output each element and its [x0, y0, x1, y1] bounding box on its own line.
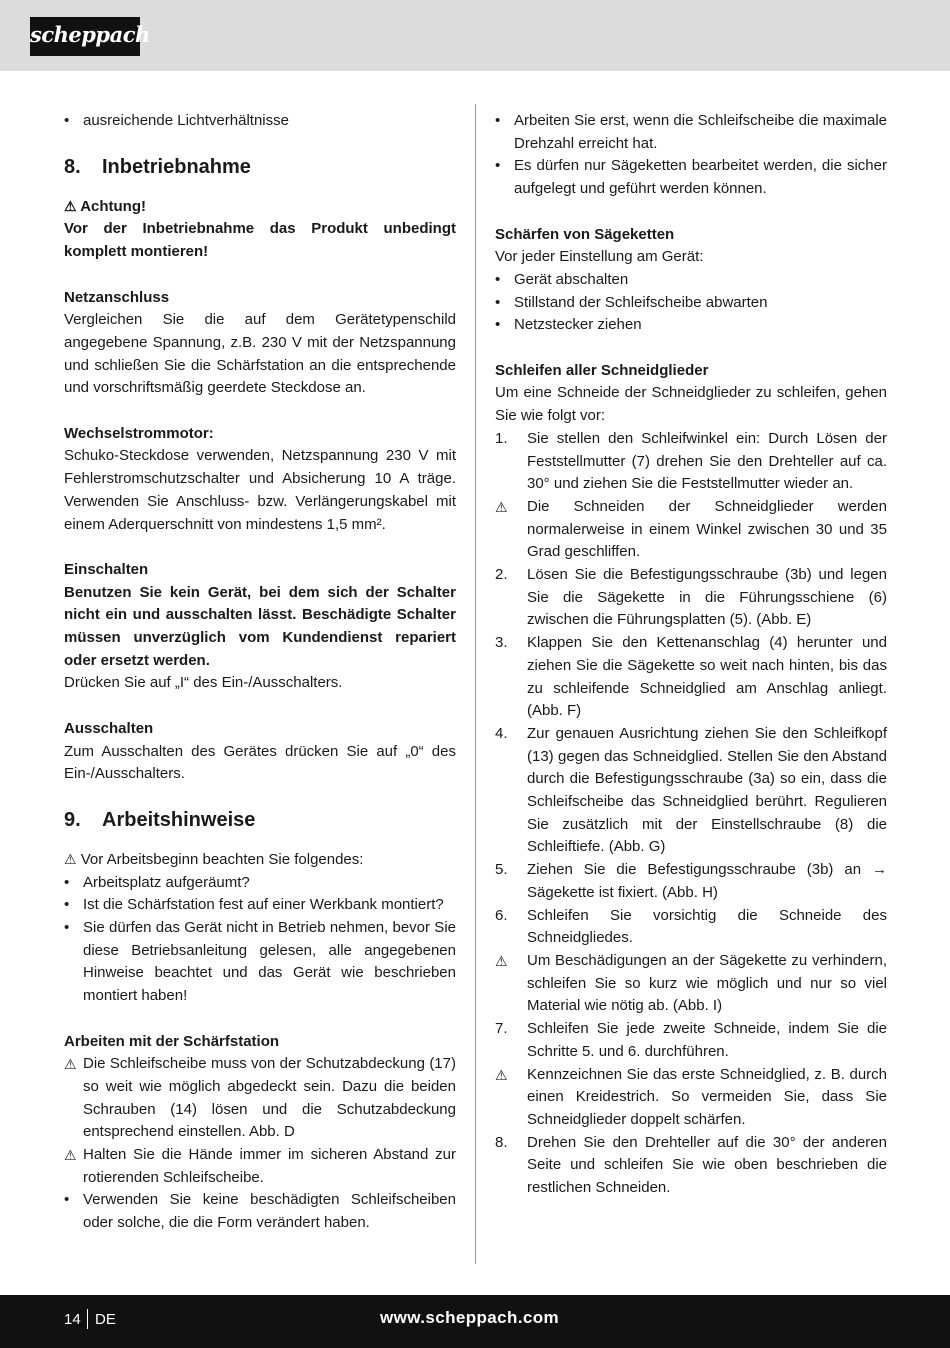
warning-icon: ⚠	[64, 197, 77, 214]
ausschalten-heading: Ausschalten	[64, 719, 154, 737]
wechselstrom-heading: Wechselstrommotor:	[64, 424, 214, 442]
list-item: • Arbeitsplatz aufgeräumt?	[64, 873, 250, 891]
column-divider	[475, 104, 476, 1264]
step-item: 1. Sie stellen den Schleifwinkel ein: Durch Lösen der Feststellmutter (7) drehen Sie den Drehteller auf ca. 30° und ziehen Sie die Feststellmutter wieder an.	[495, 429, 887, 493]
list-item: • Verwenden Sie keine beschädigten Schleifscheiben oder solche, die die Form verändert haben.	[64, 1191, 456, 1232]
netzanschluss-heading: Netzanschluss	[64, 288, 170, 306]
attention-text: Vor der Inbetriebnahme das Produkt unbedingt komplett montieren!	[64, 220, 456, 261]
warning-item: ⚠ Die Schneiden der Schneidglieder werden normalerweise in einem Winkel zwischen 30 und 35 Grad geschliffen.	[495, 497, 887, 561]
step-item: 4. Zur genauen Ausrichtung ziehen Sie den Schleifkopf (13) gegen das Schneidglied. Stellen Sie den Abstand durch die Befestigungsschraube (3a) so ein, dass die Schleifscheibe das Schneidglied berührt. Regulieren Sie zusätzlich mit der Einstellschraube (8) die Schleiftiefe. (Abb. G)	[495, 724, 887, 856]
scheppach-logo: scheppach	[30, 17, 140, 56]
warning-item: ⚠ Um Beschädigungen an der Sägekette zu verhindern, schleifen Sie so kurz wie möglich und nur so viel Material wie nötig ab. (Abb. I)	[495, 951, 887, 1015]
page-header	[0, 0, 950, 71]
schleifen-heading: Schleifen aller Schneidglieder	[495, 361, 709, 379]
step-item: 7. Schleifen Sie jede zweite Schneide, indem Sie die Schritte 5. und 6. durchführen.	[495, 1020, 887, 1060]
step-item: 5. Ziehen Sie die Befestigungsschraube (3b) an → Sägekette ist fixiert. (Abb. H)	[495, 861, 887, 901]
warning-icon: ⚠	[495, 1066, 508, 1083]
step-item: 3. Klappen Sie den Kettenanschlag (4) herunter und ziehen Sie die Sägekette so weit nach hinten, bis das zu schleifende Schneidglied am Anschlag anliegt. (Abb. F)	[495, 634, 887, 720]
list-item: • Arbeiten Sie erst, wenn die Schleifscheibe die maximale Drehzahl erreicht hat.	[495, 112, 887, 152]
schaerfen-heading: Schärfen von Sägeketten	[495, 225, 675, 243]
warning-icon: ⚠	[64, 1056, 77, 1073]
page-number: 14	[64, 1311, 81, 1328]
section-title-9: 9. Arbeitshinweise	[64, 808, 256, 831]
list-item: • Sie dürfen das Gerät nicht in Betrieb nehmen, bevor Sie diese Betriebsanleitung gelesen, alle angegebenen Hinweise beachtet und das Gerät wie beschrieben montiert haben!	[64, 919, 456, 1005]
warning-item: ⚠ Die Schleifscheibe muss von der Schutzabdeckung (17) so weit wie möglich abgedeckt sein. Dazu die beiden Schrauben (14) lösen und die Schutzabdeckung entsprechend einstellen. Abb. D	[64, 1055, 456, 1141]
arbeiten-heading: Arbeiten mit der Schärfstation	[64, 1032, 280, 1050]
language-code: DE	[95, 1311, 116, 1328]
schaerfen-text: Vor jeder Einstellung am Gerät:	[495, 248, 704, 266]
warning-icon: ⚠	[495, 952, 508, 969]
wechselstrom-text: Schuko-Steckdose verwenden, Netzspannung 230 V mit Fehlerstromschutzschalter und Absicherung 10 A träge. Verwenden Sie Anschluss- bzw. Verlängerungskabel mit einem Aderquerschnitt von mindestens 1,5 mm².	[64, 447, 456, 533]
schleifen-text: Um eine Schneide der Schneidglieder zu schleifen, gehen Sie wie folgt vor:	[495, 384, 887, 425]
ausschalten-text: Zum Ausschalten des Gerätes drücken Sie auf „0“ des Ein-/Ausschalters.	[64, 742, 456, 783]
page-footer	[0, 1295, 950, 1348]
step-item: 6. Schleifen Sie vorsichtig die Schneide des Schneidgliedes.	[495, 906, 887, 947]
einschalten-heading: Einschalten	[64, 560, 149, 578]
arbeitsbeginn-warning: ⚠ Vor Arbeitsbeginn beachten Sie folgendes:	[64, 850, 364, 868]
warning-item: ⚠ Kennzeichnen Sie das erste Schneidglied, z. B. durch einen Kreidestrich. So vermeiden Sie, dass Sie Schneidglieder doppelt schärfen.	[495, 1065, 887, 1128]
footer-separator	[87, 1309, 88, 1329]
einschalten-warning: Benutzen Sie kein Gerät, bei dem sich der Schalter nicht ein und ausschalten lässt. Beschädigte Schalter müssen unverzüglich vom Kundendienst repariert oder ersetzt werden.	[64, 583, 456, 669]
warning-icon: ⚠	[495, 498, 508, 515]
list-item: • Es dürfen nur Sägeketten bearbeitet werden, die sicher aufgelegt und geführt werden können.	[495, 157, 887, 198]
list-item: • Gerät abschalten	[495, 270, 629, 288]
attention-heading: ⚠ Achtung!	[64, 197, 147, 215]
list-item: • Ist die Schärfstation fest auf einer Werkbank montiert?	[64, 896, 444, 914]
step-item: 2. Lösen Sie die Befestigungsschraube (3b) und legen Sie die Sägekette in die Führungsschiene (6) zwischen die Führungsplatten (5). (Abb. E)	[495, 566, 887, 629]
list-item: • Netzstecker ziehen	[495, 316, 642, 334]
warning-item: ⚠ Halten Sie die Hände immer im sicheren Abstand zur rotierenden Schleifscheibe.	[64, 1146, 456, 1186]
website-link[interactable]: www.scheppach.com	[380, 1308, 560, 1327]
warning-icon: ⚠	[64, 850, 77, 867]
netzanschluss-text: Vergleichen Sie die auf dem Gerätetypenschild angegebene Spannung, z.B. 230 V mit der Netzspannung und schließen Sie die Schärfstation an die entsprechende und vorschriftsmäßig geerdete Steckdose an.	[64, 311, 456, 397]
warning-icon: ⚠	[64, 1147, 77, 1164]
einschalten-text: Drücken Sie auf „I“ des Ein-/Ausschalters.	[64, 674, 343, 692]
step-item: 8. Drehen Sie den Drehteller auf die 30° der anderen Seite und schleifen Sie wie oben beschrieben die restlichen Schneiden.	[495, 1133, 887, 1197]
list-item: • ausreichende Lichtverhältnisse	[64, 112, 289, 129]
right-column	[495, 110, 887, 1200]
left-column	[64, 110, 456, 1235]
list-item: • Stillstand der Schleifscheibe abwarten	[495, 293, 768, 311]
section-title-8: 8. Inbetriebnahme	[64, 155, 251, 178]
